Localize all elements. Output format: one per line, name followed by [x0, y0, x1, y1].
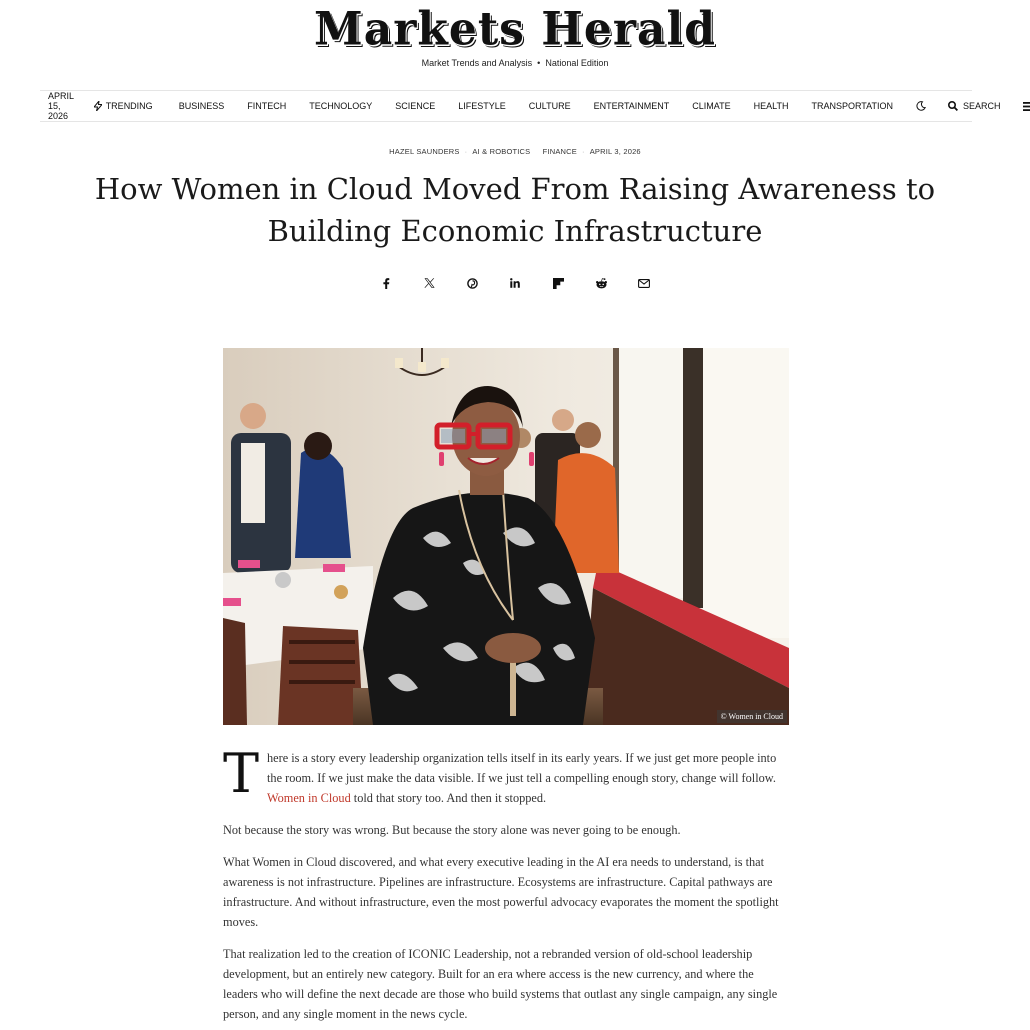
nav-trending[interactable]	[94, 101, 153, 111]
search-icon	[948, 101, 958, 111]
bolt-icon	[94, 101, 102, 111]
tagline	[0, 58, 1030, 68]
nav-item-entertainment[interactable]: ENTERTAINMENT	[593, 101, 670, 111]
category-finance[interactable]: FINANCE	[542, 147, 577, 156]
site-logo[interactable]: Markets Herald	[313, 2, 717, 57]
image-credit: © Women in Cloud	[717, 710, 787, 723]
tagline-separator: •	[537, 58, 541, 68]
nav-item-climate[interactable]: CLIMATE	[692, 101, 731, 111]
hero-photo	[223, 348, 789, 725]
x-icon[interactable]	[408, 273, 451, 293]
women-in-cloud-link[interactable]: Women in Cloud	[267, 791, 351, 805]
paragraph-1	[223, 742, 791, 808]
nav-item-fintech[interactable]: FINTECH	[247, 101, 287, 111]
meta-dot	[535, 147, 537, 156]
nav-item-business[interactable]: BUSINESS	[178, 101, 225, 111]
tagline-left: Market Trends and Analysis	[421, 58, 533, 68]
category-ai-robotics[interactable]: AI & ROBOTICS	[472, 147, 531, 156]
paragraph-2: Not because the story was wrong. But because the story alone was never going to be enough.	[223, 823, 681, 837]
article-meta	[0, 147, 1030, 156]
dropcap: T	[223, 742, 260, 805]
meta-dot: ·	[582, 147, 585, 156]
nav-item-technology[interactable]: TECHNOLOGY	[309, 101, 373, 111]
hamburger-icon[interactable]	[1023, 102, 1030, 111]
flipboard-icon[interactable]	[537, 273, 580, 293]
email-icon[interactable]	[623, 273, 666, 293]
nav-categories	[179, 101, 916, 111]
p1-text-before: here is a story every leadership organization tells itself in its early years. If we just get more people into the room. If we just make the data visible. If we just tell a compelling enough story, change will follow.	[267, 751, 777, 785]
moon-icon[interactable]	[916, 101, 926, 111]
hero-image	[223, 348, 789, 725]
pinterest-icon[interactable]	[451, 273, 494, 293]
meta-dot: ·	[464, 147, 468, 156]
tagline-right: National Edition	[545, 58, 609, 68]
article-body	[223, 742, 791, 1030]
article-date: APRIL 3, 2026	[589, 147, 641, 156]
p1-text-after: told that story too. And then it stopped.	[350, 791, 547, 805]
author-link[interactable]: HAZEL SAUNDERS	[389, 147, 460, 156]
paragraph-3: What Women in Cloud discovered, and what every executive leading in the AI era needs to understand, is that awareness is not infrastructure. Pipelines are infrastructure. Ecosystems are infrastructure. Capital pathways are infrastructure. And without infrastructure, even the most powerful advocacy evaporates the moment the spotlight moves.	[223, 855, 779, 929]
nav-item-transportation[interactable]: TRANSPORTATION	[811, 101, 893, 111]
nav-right	[916, 101, 1030, 111]
nav-bar	[40, 90, 1001, 122]
reddit-icon[interactable]	[580, 273, 623, 293]
nav-item-health[interactable]: HEALTH	[753, 101, 789, 111]
share-row	[0, 273, 1030, 293]
search-button[interactable]	[948, 101, 1001, 111]
linkedin-icon[interactable]	[494, 273, 537, 293]
nav-trending-label: TRENDING	[105, 101, 153, 111]
search-label: SEARCH	[962, 101, 1001, 111]
paragraph-4: That realization led to the creation of ICONIC Leadership, not a rebranded version of old-school leadership development, but an entirely new category. Built for an era where access is the new currency, and where the leaders who will define the next decade are those who build systems that outlast any single campaign, any single person, and any single moment in the news cycle.	[223, 947, 778, 1021]
nav-item-science[interactable]: SCIENCE	[395, 101, 436, 111]
nav-item-lifestyle[interactable]: LIFESTYLE	[458, 101, 506, 111]
facebook-icon[interactable]	[365, 273, 408, 293]
masthead	[0, 0, 1030, 90]
article-headline: How Women in Cloud Moved From Raising Awareness to Building Economic Infrastructure	[94, 172, 936, 248]
nav-item-culture[interactable]: CULTURE	[528, 101, 571, 111]
nav-date: APRIL 15, 2026	[48, 91, 74, 121]
